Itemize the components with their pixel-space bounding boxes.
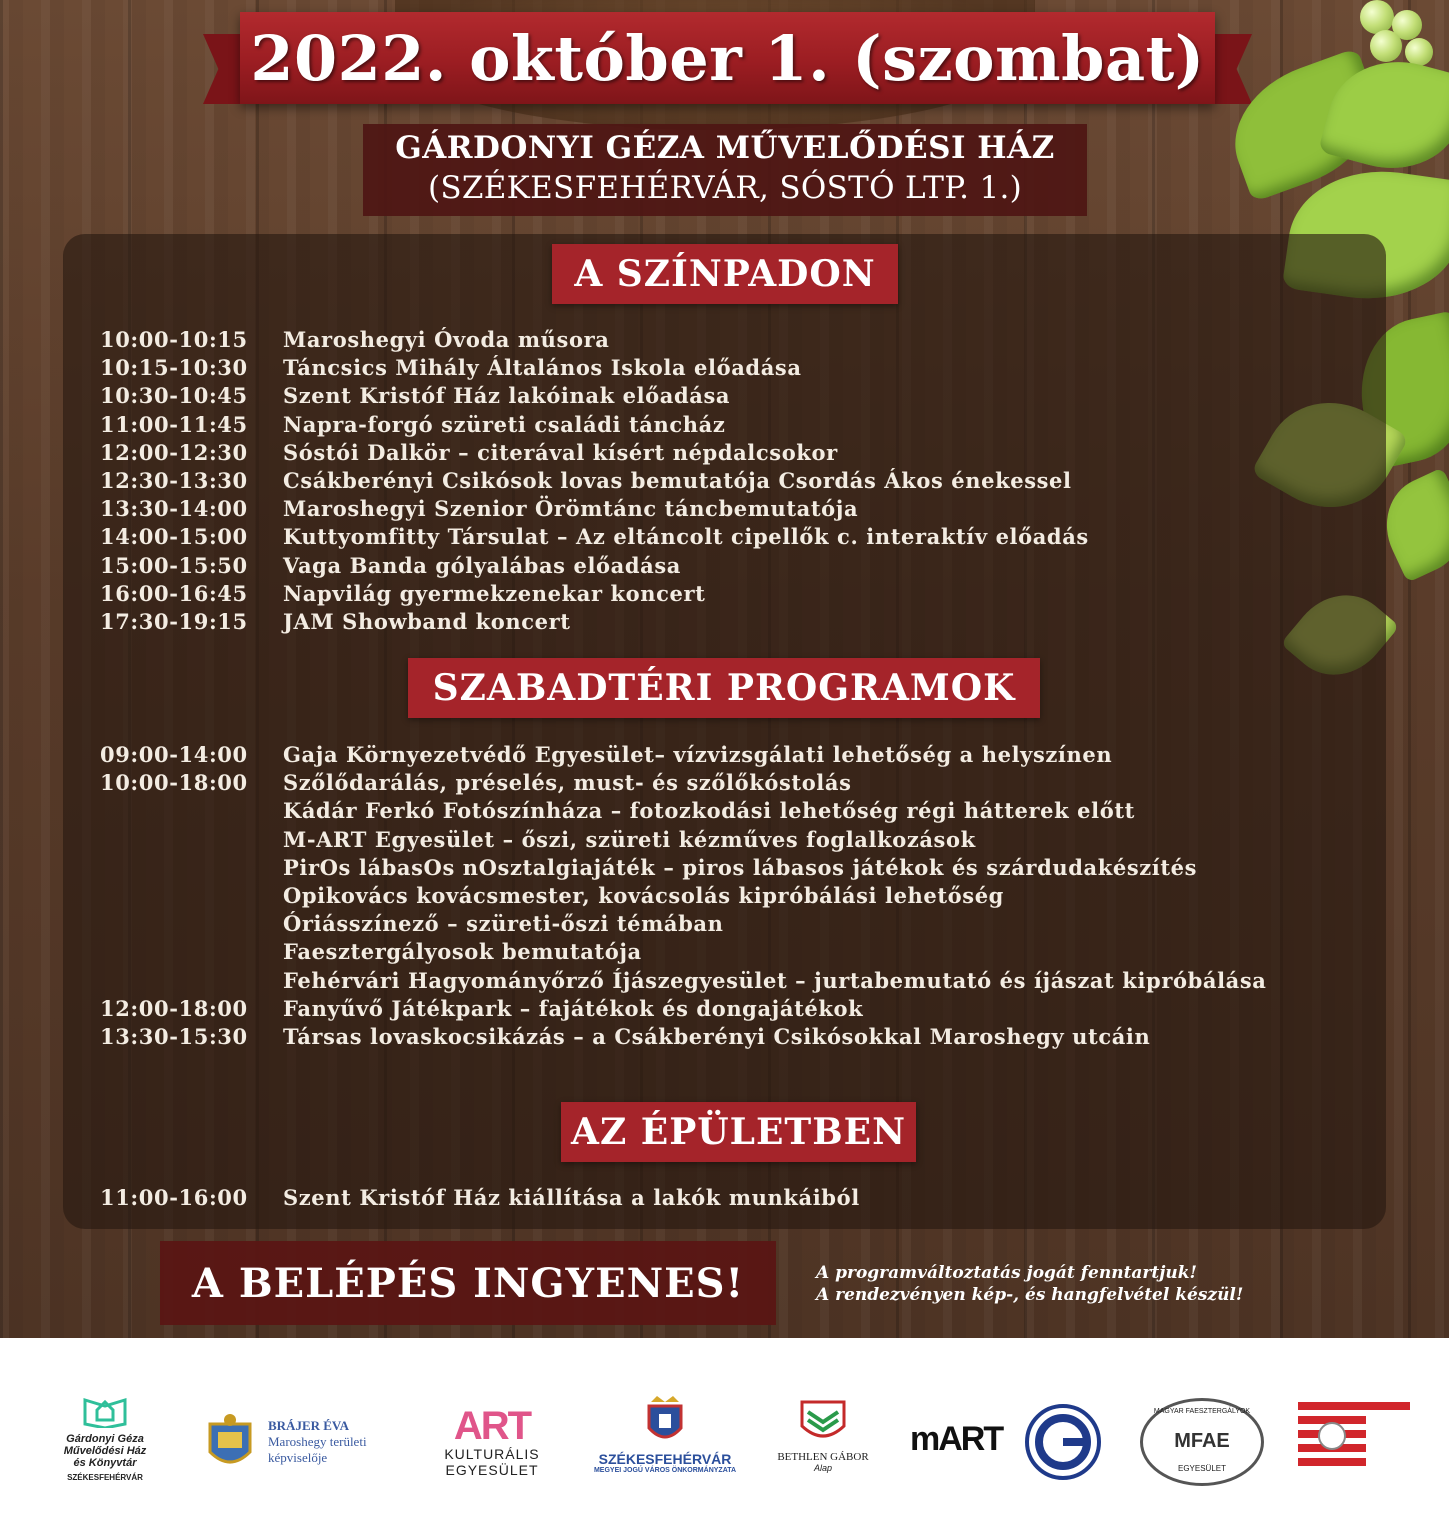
striped-flag-logo <box>1298 1402 1410 1472</box>
free-entry-banner: A BELÉPÉS INGYENES! <box>160 1241 776 1325</box>
schedule-event: Maroshegyi Szenior Örömtánc táncbemutatója <box>283 496 859 522</box>
schedule-row <box>100 967 1267 995</box>
m-art-logo <box>910 1420 1003 1459</box>
schedule-event: Szent Kristóf Ház lakóinak előadása <box>283 383 731 409</box>
schedule-time: 11:00-11:45 <box>100 411 248 437</box>
schedule-time: 10:30-10:45 <box>100 383 248 409</box>
schedule-time <box>100 826 283 854</box>
section-title-outdoor: SZABADTÉRI PROGRAMOK <box>408 658 1040 718</box>
stage-schedule <box>100 326 1089 636</box>
schedule-row <box>100 411 1089 439</box>
schedule-row <box>100 580 1089 608</box>
schedule-time: 17:30-19:15 <box>100 608 248 634</box>
schedule-time: 10:15-10:30 <box>100 355 248 381</box>
section-title-indoor: AZ ÉPÜLETBEN <box>561 1102 916 1162</box>
gaja-emblem-icon <box>1018 1402 1108 1482</box>
mfae-top: MAGYAR FAESZTERGÁLYOK <box>1153 1408 1251 1415</box>
schedule-time: 12:30-13:30 <box>100 467 248 493</box>
schedule-row <box>100 467 1089 495</box>
schedule-event: Gaja Környezetvédő Egyesület– vízvizsgálati lehetőség a helyszínen <box>283 742 1113 767</box>
schedule-time: 15:00-15:50 <box>100 552 248 578</box>
schedule-row <box>100 882 1267 910</box>
art-kulturalis-logo <box>440 1406 544 1478</box>
schedule-event: Fehérvári Hagyományőrző Íjászegyesület – jurtabemutató és íjászat kipróbálása <box>283 967 1267 993</box>
gaja-text <box>1018 1402 1019 1403</box>
szfv-sub: MEGYEI JOGÚ VÁROS ÖNKORMÁNYZATA <box>593 1467 737 1474</box>
brajer-name: BRÁJER ÉVA <box>268 1418 350 1433</box>
schedule-event: Maroshegyi Óvoda műsora <box>283 327 610 352</box>
event-date: 2022. október 1. (szombat) <box>250 21 1205 95</box>
schedule-row <box>100 523 1089 551</box>
mart-mark: mART <box>910 1420 1003 1458</box>
schedule-time: 11:00-16:00 <box>100 1185 248 1210</box>
schedule-event: Vaga Banda gólyalábas előadása <box>283 552 681 578</box>
city-crest-icon <box>643 1394 687 1446</box>
schedule-event: Csákberényi Csikósok lovas bemutatója Csordás Ákos énekessel <box>283 467 1072 493</box>
schedule-event: Táncsics Mihály Általános Iskola előadása <box>283 355 802 381</box>
bethlen-gabor-logo <box>768 1398 878 1473</box>
disclaimer <box>816 1262 1243 1306</box>
schedule-event: Szent Kristóf Ház kiállítása a lakók munkáiból <box>283 1185 860 1210</box>
date-ribbon <box>215 12 1240 114</box>
disclaimer-line-1: A programváltoztatás jogát fenntartjuk! <box>816 1263 1197 1283</box>
schedule-event: M-ART Egyesület – őszi, szüreti kézműves foglalkozások <box>283 826 976 852</box>
schedule-row <box>100 1023 1267 1051</box>
schedule-row <box>100 854 1267 882</box>
brajer-role-1: Maroshegy területi <box>268 1434 367 1449</box>
gardonyi-city: SZÉKESFEHÉRVÁR <box>67 1473 143 1482</box>
gardonyi-line-1: Gárdonyi Géza <box>66 1433 144 1445</box>
schedule-row <box>100 495 1089 523</box>
schedule-row <box>100 608 1089 636</box>
schedule-row <box>100 797 1267 825</box>
schedule-event: JAM Showband koncert <box>283 608 571 634</box>
schedule-event: Faesztergályosok bemutatója <box>283 939 642 965</box>
schedule-row <box>100 938 1267 966</box>
schedule-time: 13:30-15:30 <box>100 1023 248 1049</box>
schedule-time: 09:00-14:00 <box>100 742 248 767</box>
schedule-event: Óriásszínező – szüreti-őszi témában <box>283 911 724 937</box>
venue-name: GÁRDONYI GÉZA MŰVELŐDÉSI HÁZ <box>395 130 1055 166</box>
gaja-logo <box>1018 1402 1108 1487</box>
schedule-time: 10:00-18:00 <box>100 770 248 796</box>
gardonyi-line-3: és Könyvtár <box>73 1457 137 1469</box>
schedule-time <box>100 882 283 910</box>
schedule-time: 16:00-16:45 <box>100 580 248 606</box>
schedule-event: Napvilág gyermekzenekar koncert <box>283 580 706 606</box>
gardonyi-logo <box>55 1390 155 1482</box>
schedule-event: Kuttyomfitty Társulat – Az eltáncolt cipellők c. interaktív előadás <box>283 524 1089 550</box>
schedule-event: Sóstói Dalkör – citerával kísért népdalcsokor <box>283 439 838 465</box>
bethlen-sub: Alap <box>813 1463 832 1473</box>
schedule-row <box>100 382 1089 410</box>
schedule-row <box>100 1184 860 1212</box>
schedule-time: 12:00-18:00 <box>100 995 248 1021</box>
venue-box <box>363 124 1087 216</box>
schedule-time: 12:00-12:30 <box>100 439 248 465</box>
schedule-time: 10:00-10:15 <box>100 327 248 352</box>
schedule-time: 13:30-14:00 <box>100 496 248 522</box>
venue-address: (SZÉKESFEHÉRVÁR, SÓSTÓ LTP. 1.) <box>427 170 1023 206</box>
schedule-event: PirOs lábasOs nOsztalgiajáték – piros lábasos játékok és szárdudakészítés <box>283 854 1198 880</box>
schedule-row <box>100 741 1267 769</box>
brajer-role-2: képviselője <box>268 1450 328 1465</box>
mfae-logo <box>1140 1398 1264 1486</box>
schedule-event: Kádár Ferkó Fotószínháza – fotozkodási lehetőség régi hátterek előtt <box>283 798 1135 824</box>
section-title-stage: A SZÍNPADON <box>552 244 898 304</box>
mfae-bottom: EGYESÜLET <box>1177 1464 1226 1473</box>
schedule-event: Fanyűvő Játékpark – fajátékok és dongajátékok <box>283 995 864 1021</box>
schedule-time <box>100 938 283 966</box>
schedule-time: 14:00-15:00 <box>100 524 248 550</box>
bethlen-name: BETHLEN GÁBOR <box>777 1451 869 1463</box>
disclaimer-line-2: A rendezvényen kép-, és hangfelvétel készül! <box>816 1285 1244 1305</box>
mfae-mark: MFAE <box>1174 1430 1230 1452</box>
outdoor-schedule <box>100 741 1267 1051</box>
book-house-icon <box>83 1390 127 1428</box>
schedule-event: Napra-forgó szüreti családi táncház <box>283 411 726 437</box>
sponsor-logo-strip <box>0 1338 1449 1527</box>
schedule-row <box>100 439 1089 467</box>
coat-of-arms-icon <box>200 1414 260 1474</box>
schedule-row <box>100 769 1267 797</box>
gaja-mark <box>1018 1402 1019 1403</box>
schedule-row <box>100 354 1089 382</box>
ribbon-band <box>240 12 1215 104</box>
art-line-1: KULTURÁLIS <box>444 1446 540 1462</box>
art-line-2: EGYESÜLET <box>445 1462 539 1478</box>
schedule-time <box>100 967 283 995</box>
schedule-row <box>100 826 1267 854</box>
schedule-time <box>100 910 283 938</box>
szfv-name: SZÉKESFEHÉRVÁR <box>598 1451 732 1467</box>
schedule-row <box>100 910 1267 938</box>
schedule-time <box>100 854 283 882</box>
schedule-event: Szőlődarálás, préselés, must- és szőlőkóstolás <box>283 770 852 796</box>
schedule-row <box>100 326 1089 354</box>
art-mark: ART <box>453 1404 531 1448</box>
schedule-row <box>100 552 1089 580</box>
schedule-time <box>100 797 283 825</box>
shield-icon <box>798 1398 848 1446</box>
schedule-event: Társas lovaskocsikázás – a Csákberényi Csikósokkal Maroshegy utcáin <box>283 1023 1151 1049</box>
schedule-event: Opikovács kovácsmester, kovácsolás kipróbálási lehetőség <box>283 882 1004 908</box>
gardonyi-line-2: Művelődési Ház <box>63 1445 147 1457</box>
flag-icon <box>1298 1402 1410 1472</box>
schedule-row <box>100 995 1267 1023</box>
indoor-schedule <box>100 1184 860 1212</box>
szekesfehervar-logo <box>585 1394 745 1474</box>
